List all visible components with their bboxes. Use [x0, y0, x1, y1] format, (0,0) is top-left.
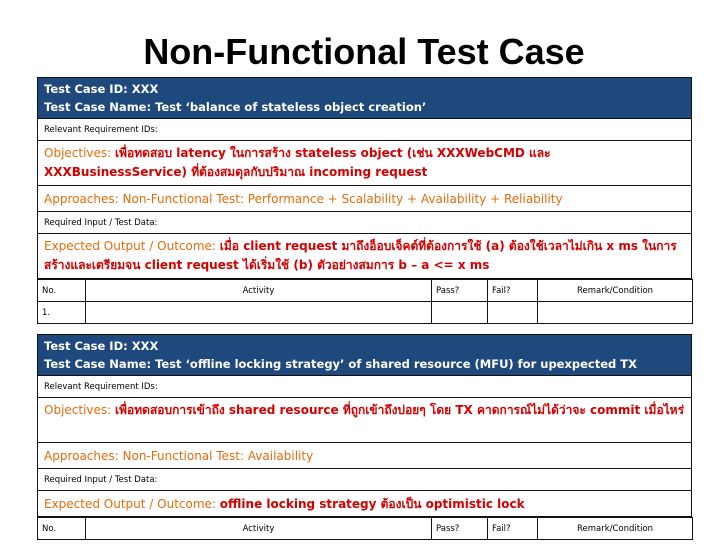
col-no: No.	[38, 280, 86, 302]
col-fail: Fail?	[488, 280, 538, 302]
test-case-id: Test Case ID: XXX	[44, 339, 159, 353]
test-case-name: Test Case Name: Test ‘balance of stateless object creation’	[44, 100, 427, 114]
expected-text: offline locking strategy ต้องเป็น optimistic lock	[219, 497, 525, 511]
test-case-block-1	[37, 77, 692, 324]
col-remark: Remark/Condition	[538, 280, 693, 302]
col-pass: Pass?	[432, 518, 488, 540]
test-case-header	[37, 334, 692, 376]
approaches-row: Approaches: Non-Functional Test: Performance + Scalability + Availability + Reliability	[37, 186, 692, 212]
page-title: Non-Functional Test Case	[143, 31, 585, 72]
col-no: No.	[38, 518, 86, 540]
test-case-id: Test Case ID: XXX	[44, 82, 159, 96]
objectives-label: Objectives:	[44, 146, 112, 160]
required-input: Required Input / Test Data:	[37, 469, 692, 491]
col-activity: Activity	[86, 518, 432, 540]
expected-text: เมื่อ client request มาถึงอ็อบเจ็คต์ที่ต้องการใช้ (a) ต้องใช้เวลาไม่เกิน x ms ในการสร้างและเตรียมจน client request ได้เริ่มใช้ (b) ตัวอย่างสมการ b – a <= x ms	[44, 239, 677, 272]
activity-table	[37, 279, 693, 324]
expected-output-row	[37, 234, 692, 279]
cell-fail	[488, 302, 538, 324]
objectives-label: Objectives:	[44, 403, 112, 417]
test-case-name: Test Case Name: Test ‘offline locking strategy’ of shared resource (MFU) for upexpected TX	[44, 357, 637, 371]
test-case-block-2	[37, 334, 692, 540]
table-row	[38, 302, 693, 324]
table-header-row	[38, 280, 693, 302]
objectives-row	[37, 141, 692, 186]
col-remark: Remark/Condition	[538, 518, 693, 540]
requirement-ids: Relevant Requirement IDs:	[37, 119, 692, 141]
expected-label: Expected Output / Outcome:	[44, 497, 216, 511]
approaches-row: Approaches: Non-Functional Test: Availability	[37, 443, 692, 469]
col-fail: Fail?	[488, 518, 538, 540]
cell-pass	[432, 302, 488, 324]
test-case-header	[37, 77, 692, 119]
cell-activity	[86, 302, 432, 324]
requirement-ids: Relevant Requirement IDs:	[37, 376, 692, 398]
col-pass: Pass?	[432, 280, 488, 302]
cell-remark	[538, 302, 693, 324]
col-activity: Activity	[86, 280, 432, 302]
objectives-row	[37, 398, 692, 443]
objectives-text: เพื่อทดสอบการเข้าถึง shared resource ที่ถูกเข้าถึงบ่อยๆ โดย TX คาดการณ์ไม่ได้ว่าจะ commit เมื่อไหร่	[115, 403, 685, 417]
objectives-text: เพื่อทดสอบ latency ในการสร้าง stateless object (เช่น XXXWebCMD และ XXXBusinessService) ที่ต้องสมดุลกับปริมาณ incoming request	[44, 146, 551, 179]
activity-table	[37, 517, 693, 540]
table-header-row	[38, 518, 693, 540]
required-input: Required Input / Test Data:	[37, 212, 692, 234]
expected-output-row	[37, 491, 692, 517]
expected-label: Expected Output / Outcome:	[44, 239, 216, 253]
cell-no: 1.	[38, 302, 86, 324]
